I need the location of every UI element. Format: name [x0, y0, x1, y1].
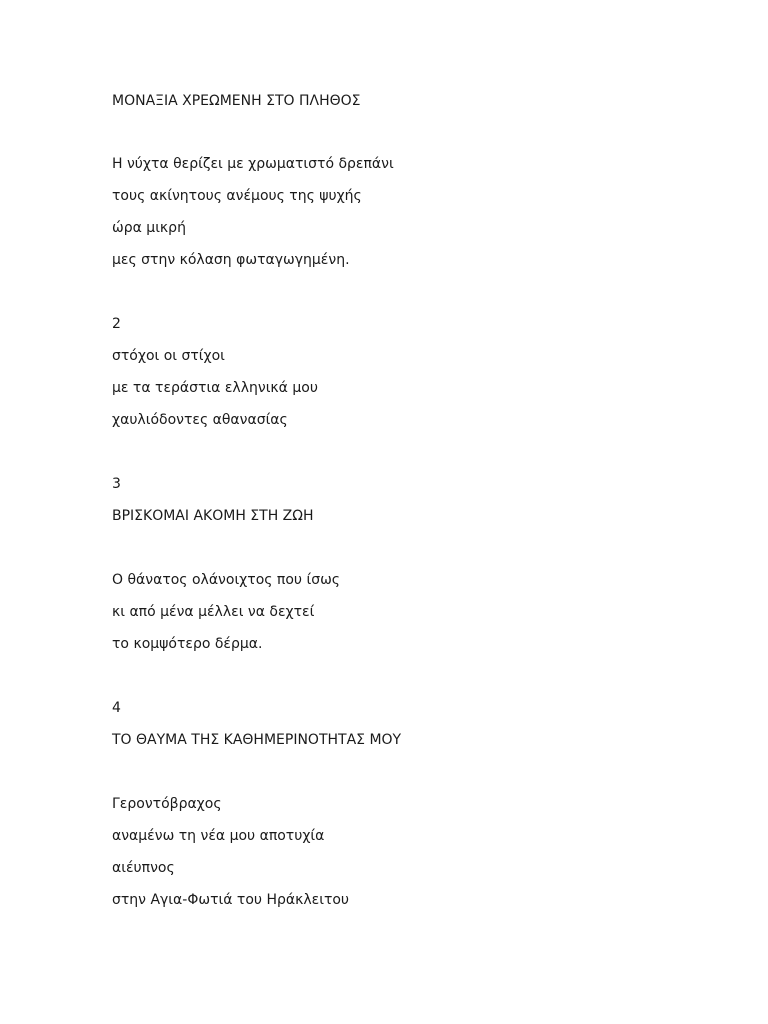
poem-line: μες στην κόλαση φωταγωγημένη.	[112, 252, 350, 268]
poem-line: Ο θάνατος ολάνοιχτος που ίσως	[112, 572, 341, 588]
poem-line: αναμένω τη νέα μου αποτυχία	[112, 828, 325, 844]
poem-line: αιέυπνος	[112, 860, 175, 876]
poem-title: ΜΟΝΑΞΙΑ ΧΡΕΩΜΕΝΗ ΣΤΟ ΠΛΗΘΟΣ	[112, 93, 361, 109]
section-number: 2	[112, 316, 121, 332]
poem-line: Η νύχτα θερίζει με χρωματιστό δρεπάνι	[112, 156, 394, 172]
section-number: 4	[112, 700, 121, 716]
poem-line: με τα τεράστια ελληνικά μου	[112, 380, 318, 396]
poem-line: τους ακίνητους ανέμους της ψυχής	[112, 188, 362, 204]
poem-line: στόχοι οι στίχοι	[112, 348, 225, 364]
poem-line: κι από μένα μέλλει να δεχτεί	[112, 604, 315, 620]
section-title: ΤΟ ΘΑΥΜΑ ΤΗΣ ΚΑΘΗΜΕΡΙΝΟΤΗΤΑΣ ΜΟΥ	[112, 732, 402, 748]
poem-line: ώρα μικρή	[112, 220, 186, 236]
poem-line: το κομψότερο δέρμα.	[112, 636, 263, 652]
poem-line: Γεροντόβραχος	[112, 796, 222, 812]
poem-line: στην Αγια-Φωτιά του Ηράκλειτου	[112, 892, 350, 908]
section-title: ΒΡΙΣΚΟΜΑΙ ΑΚΟΜΗ ΣΤΗ ΖΩΗ	[112, 508, 314, 524]
poem-line: χαυλιόδοντες αθανασίας	[112, 412, 288, 428]
section-number: 3	[112, 476, 121, 492]
